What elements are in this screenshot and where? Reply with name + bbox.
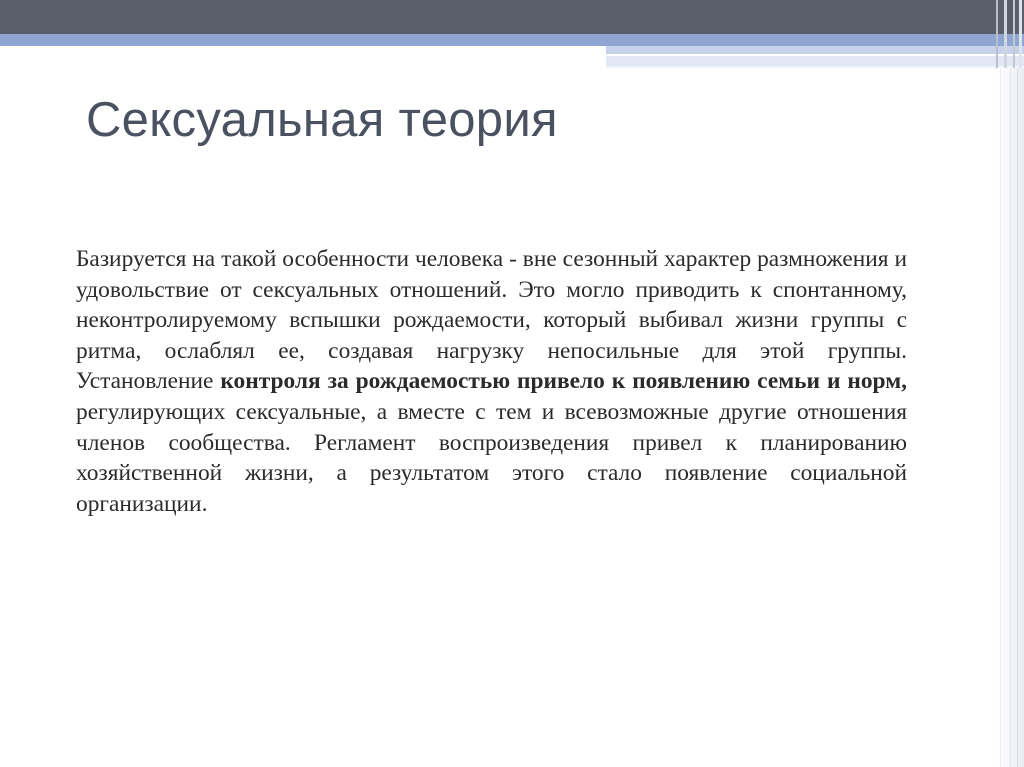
right-edge-line	[1000, 68, 1001, 767]
right-edge-line	[1017, 68, 1018, 767]
body-text-emphasis: контроля за рождаемостью привело к появлению семьи и норм,	[220, 368, 907, 395]
header-divider-line	[1019, 0, 1022, 68]
header-divider-line	[1004, 0, 1007, 68]
header-bar-light	[606, 46, 1024, 54]
body-text-part-2: регулирующих сексуальные, а вместе с тем и всевозможные другие отношения членов сообщества. Регламент воспроизведения привел к планированию хозяйственной жизни, а результатом этого стало появление социальной организации.	[76, 398, 907, 517]
slide-title: Сексуальная теория	[86, 93, 558, 147]
slide-body-text	[76, 244, 907, 519]
header-bar-shadow	[606, 66, 1024, 70]
right-edge-shade	[998, 68, 1024, 767]
right-edge-line	[1010, 68, 1011, 767]
header-divider-line	[1013, 0, 1015, 68]
header-bar-dark	[0, 0, 1024, 34]
header-bar-blue	[0, 34, 1024, 46]
body-text-part-1: Базируется на такой особенности человека - вне сезонный характер размножения и удовольствие от сексуальных отношений. Это могло приводить к спонтанному, неконтролируемому вспышки рождаемости, который выбивал жизни группы с ритма, ослаблял ее, создавая нагрузку непосильные для этой группы. Установление	[76, 246, 907, 395]
header-bar-pale	[606, 56, 1024, 66]
header-divider-line	[996, 0, 998, 68]
